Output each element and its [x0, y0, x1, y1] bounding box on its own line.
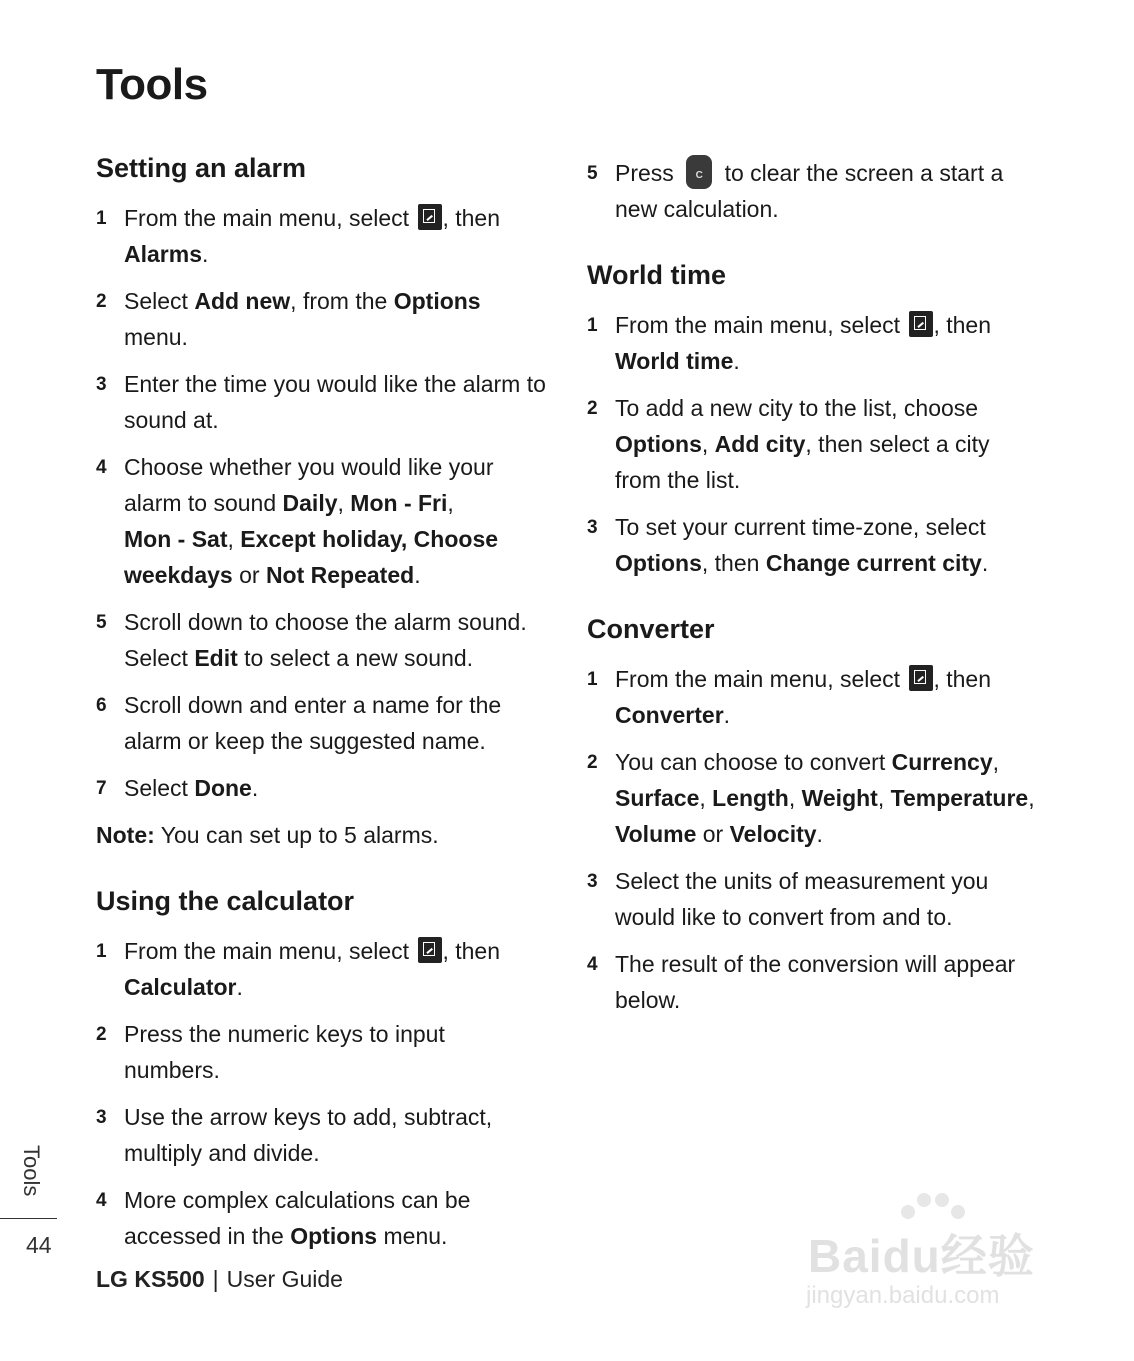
step-bold: World time	[615, 348, 734, 374]
step-text: to select a new sound.	[237, 645, 474, 671]
step-text: , then	[442, 205, 500, 231]
side-tab-label: Tools	[19, 1145, 44, 1197]
step-text: ,	[699, 785, 713, 811]
step-text: , then	[933, 312, 991, 338]
step-text: .	[236, 974, 243, 1000]
step-bold: Done	[194, 775, 252, 801]
step-bold: Currency	[891, 749, 993, 775]
step-number: 2	[587, 752, 598, 773]
step-text: Use the arrow keys to add, subtract, multiply and divide.	[124, 1104, 493, 1166]
step-text: To set your current time-zone, select	[615, 514, 986, 540]
footer-separator: |	[212, 1266, 219, 1292]
section-setting-alarm	[96, 150, 546, 853]
step-number: 1	[587, 669, 598, 690]
step-number: 5	[96, 612, 107, 633]
step-bold: Add new	[194, 288, 291, 314]
step-bold: Add city	[714, 431, 806, 457]
alarm-step-5	[96, 604, 546, 676]
page-title: Tools	[96, 60, 208, 109]
page-number: 44	[26, 1232, 52, 1258]
baidu-watermark	[800, 1190, 1070, 1320]
calc-step-4	[96, 1182, 546, 1254]
step-number: 1	[96, 941, 107, 962]
section-title-calculator: Using the calculator	[96, 886, 355, 916]
step-text: The result of the conversion will appear below.	[615, 951, 1016, 1013]
converter-step-3	[587, 863, 1037, 935]
step-text: Scroll down to choose the alarm sound. Select	[124, 609, 527, 671]
step-text: From the main menu, select	[124, 205, 416, 231]
step-bold: Converter	[615, 702, 724, 728]
converter-step-4	[587, 946, 1037, 1018]
step-bold: Surface	[615, 785, 700, 811]
step-text: .	[723, 702, 731, 728]
step-text: ,	[701, 431, 715, 457]
step-number: 4	[96, 457, 107, 478]
side-divider	[0, 1218, 57, 1219]
alarm-step-1	[96, 200, 546, 272]
step-text: ,	[992, 749, 999, 775]
step-bold: Edit	[194, 645, 238, 671]
footer	[96, 1266, 343, 1293]
world-step-2	[587, 390, 1037, 498]
step-text: .	[414, 562, 421, 588]
section-converter	[587, 611, 1037, 1018]
menu-icon	[909, 665, 933, 691]
converter-step-1	[587, 661, 1037, 733]
step-number: 5	[587, 163, 598, 184]
step-text: to clear the screen a start a new calculation.	[615, 160, 1004, 222]
step-bold: Options	[290, 1223, 378, 1249]
menu-icon	[418, 937, 442, 963]
step-bold: Not Repeated	[265, 562, 415, 588]
step-text: From the main menu, select	[124, 938, 416, 964]
step-text: From the main menu, select	[615, 312, 907, 338]
step-text: Press the numeric keys to input numbers.	[124, 1021, 445, 1083]
step-text: , then	[442, 938, 500, 964]
step-number: 3	[587, 871, 598, 892]
step-bold: Daily	[282, 490, 338, 516]
side-tab	[14, 1145, 54, 1205]
calc-step-2	[96, 1016, 546, 1088]
step-bold: Length	[712, 785, 789, 811]
step-text: Press	[615, 160, 681, 186]
step-bold: Alarms	[124, 241, 202, 267]
section-calculator	[96, 883, 546, 1254]
menu-icon	[909, 311, 933, 337]
step-text: ,	[1028, 785, 1035, 811]
note-text: You can set up to 5 alarms.	[154, 822, 439, 848]
step-text: Select the units of measurement you would like to convert from and to.	[615, 868, 989, 930]
step-text: .	[251, 775, 259, 801]
step-text: .	[981, 550, 989, 576]
step-text: , then	[933, 666, 991, 692]
step-number: 1	[96, 208, 107, 229]
footer-guide: User Guide	[226, 1266, 343, 1292]
step-text: Select	[124, 288, 195, 314]
step-text: From the main menu, select	[615, 666, 907, 692]
alarm-step-4	[96, 449, 546, 593]
step-text: Choose whether you would like your alarm to sound	[124, 454, 494, 516]
step-number: 3	[96, 1107, 107, 1128]
step-bold: Calculator	[124, 974, 237, 1000]
calc-step-3	[96, 1099, 546, 1171]
clear-key-label: C	[695, 170, 703, 181]
section-title-converter: Converter	[587, 614, 715, 644]
world-step-1	[587, 307, 1037, 379]
menu-icon	[418, 204, 442, 230]
step-text: , then	[701, 550, 766, 576]
step-text: or	[232, 562, 266, 588]
alarm-step-3	[96, 366, 546, 438]
left-column	[96, 150, 546, 1284]
step-bold: Options	[615, 431, 702, 457]
footer-model: LG KS500	[96, 1266, 205, 1292]
step-text: Scroll down and enter a name for the alarm or keep the suggested name.	[124, 692, 502, 754]
step-bold: Mon - Fri	[350, 490, 448, 516]
right-column	[587, 155, 1037, 1048]
step-text: ,	[337, 490, 351, 516]
clear-key-icon	[686, 155, 712, 189]
step-text: , then select a city from the list.	[615, 431, 990, 493]
step-bold: Temperature	[890, 785, 1029, 811]
calc-step-5	[587, 155, 1037, 227]
alarm-step-6	[96, 687, 546, 759]
step-text: ,	[788, 785, 802, 811]
step-bold: Change current city	[765, 550, 982, 576]
world-step-3	[587, 509, 1037, 581]
step-number: 2	[587, 398, 598, 419]
watermark-brand: Baidu经验	[808, 1230, 1035, 1282]
step-text: menu.	[124, 324, 188, 350]
note-label: Note:	[96, 822, 155, 848]
step-text: More complex calculations can be accessed in the	[124, 1187, 471, 1249]
step-number: 2	[96, 1024, 107, 1045]
step-text: ,	[877, 785, 891, 811]
watermark-url: jingyan.baidu.com	[806, 1282, 1000, 1309]
step-text: ,	[447, 490, 454, 516]
step-text: Select	[124, 775, 195, 801]
step-bold: Mon - Sat	[124, 526, 228, 552]
step-number: 1	[587, 315, 598, 336]
section-calculator-continued	[587, 155, 1037, 227]
step-text: .	[816, 821, 823, 847]
alarm-step-2	[96, 283, 546, 355]
step-number: 4	[96, 1190, 107, 1211]
step-number: 7	[96, 778, 107, 799]
section-world-time	[587, 257, 1037, 581]
step-text: Enter the time you would like the alarm to sound at.	[124, 371, 546, 433]
step-text: .	[201, 241, 209, 267]
step-bold: Except holiday, Choose weekdays	[124, 526, 499, 588]
calc-step-1	[96, 933, 546, 1005]
step-bold: Weight	[801, 785, 878, 811]
step-bold: Volume	[615, 821, 697, 847]
step-number: 4	[587, 954, 598, 975]
step-text: To add a new city to the list, choose	[615, 395, 979, 421]
section-title-world-time: World time	[587, 260, 727, 290]
step-number: 3	[587, 517, 598, 538]
section-title-alarm: Setting an alarm	[96, 153, 307, 183]
step-number: 3	[96, 374, 107, 395]
alarm-step-7	[96, 770, 546, 806]
step-bold: Velocity	[729, 821, 817, 847]
step-number: 6	[96, 695, 107, 716]
step-text: or	[696, 821, 730, 847]
step-bold: Options	[615, 550, 702, 576]
converter-step-2	[587, 744, 1037, 852]
step-number: 2	[96, 291, 107, 312]
step-text: , from the	[290, 288, 394, 314]
step-text: ,	[227, 526, 241, 552]
step-text: menu.	[377, 1223, 448, 1249]
step-bold: Options	[393, 288, 481, 314]
alarm-note	[96, 817, 546, 853]
step-text: You can choose to convert	[615, 749, 892, 775]
step-text: .	[733, 348, 740, 374]
